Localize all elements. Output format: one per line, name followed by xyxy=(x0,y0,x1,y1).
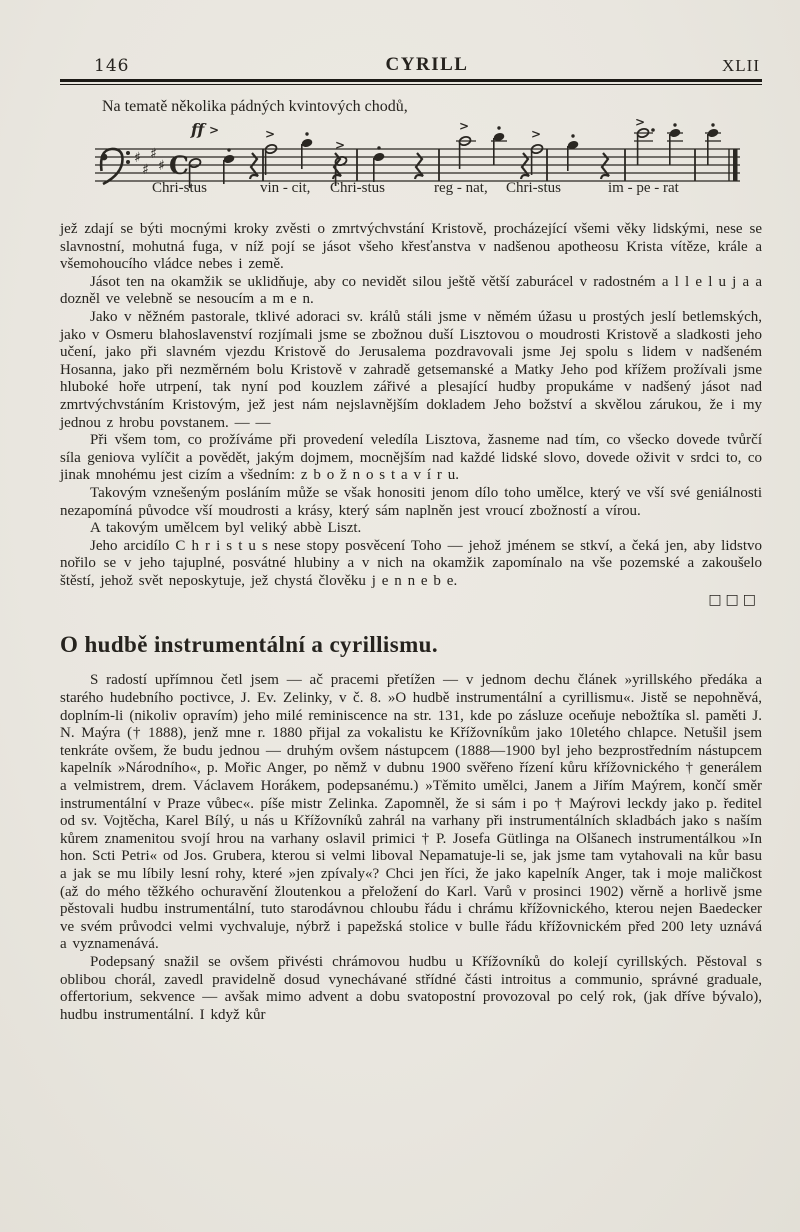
measure-6-notes xyxy=(634,119,721,181)
header-rule xyxy=(60,79,762,85)
paragraph: Jásot ten na okamžik se uklidňuje, aby co nevidět silou ještě větší zaburácel v radostném a l l e l u j a a dozněl ve velebně se nesoucím a m e n. xyxy=(60,273,762,308)
lyric-syllable: vin - cit, xyxy=(260,180,311,196)
running-header xyxy=(60,54,762,76)
dynamic-marking: ff xyxy=(191,120,205,139)
lyric-syllable: Chri-stus xyxy=(152,180,208,196)
page-number: 146 xyxy=(94,56,130,76)
paragraph: Jako v něžném pastorale, tklivé adoraci sv. králů stáli jsme v němém úžasu u prostých jeslí betlemských, jako v Osmeru blahoslavenství rozjímali jsme se zbožnou duší Lisztovou o moudrosti Kristově a sladkosti jeho učení, jako při slavném vjezdu Kristově do Jerusalema pozdravovali jsme Jej spolu s lidem v nadšeném Hosanna, jako při nezměrném bolu Kristově v zahradě getsemanské a Matky Jeho pod křížem prožívali jsme hluboké hoře utrpení, tak nyní pod kouzlem zářivé a plesající hudby propukáme v nadšený jásot nad zmrtvýchvstáním Kristovým, jež jest nám nejslavnějším dokladem Jeho božství a skvělou zárukou, že i my jednou z hrobu povstanem. — — xyxy=(60,308,762,431)
paragraph: S radostí upřímnou četl jsem — ač pracemi přetížen — v jednom dechu článek »yrillského předáka a starého hudebního poctivce, J. Ev. Zelinky, v č. 8. »O hudbě instrumentální a cyrillismu«. Jistě se nepohněvá, doplním-li (nikoliv opravím) jeho milé reminiscence na str. 131, kde po zásluze oceňuje nebožtíka sl. paměti J. N. Maýra († 1888), jenž mne r. 1880 přijal za vokalistu ke Křížovníkům jako 10letého chlapce. Netušil jsem tenkráte ovšem, že budu jednou — druhým ovšem nástupcem (1888—1900 byl jeho bezprostředním nástupcem kapelník »Národního«, p. Mořic Anger, po němž v dubnu 1900 svěřeno řízení kůru křížovnického † generálem a velmistrem, drem. Václavem Horákem, podepsanému.) »Těmito umělci, Janem a Jiřím Maýrem, končí směr instrumentální v Praze vůbec«. píše mistr Zelinka. Zapomněl, že si sám i po † Maýrovi leckdy jako p. ředitel od sv. Vojtěcha, Karel Bílý, u nás u Křížovníků zahrál na varhany při instrumentálních skladbách jako s naším kůrem znamenitou svojí hrou na varhany oslavil primici † P. Josefa Gütlinga na Olšanech instrumentálkou »In hon. Scti Petri« od Jos. Grubera, kterou si velmi liboval Nepamatuje-li se, jak jsme tam vytahovali na kůr basu a jak se mu líbily lesní rohy, které »jen zpívaly«? Chci jen říci, že jako kapelník Anger, tak i moje maličkost (až do mého těžkého ochuravění žloutenkou a přeložení do Karl. Varů v prosinci 1902) věrně a horlivě jsme pěstovali hudbu instrumentální, tuto starodávnou chloubu řádu i chrámu křížovnického, kterou nejen Baedecker ve svém průvodci velmi vychvaluje, nýbrž i papežská stolice v bulle řádu křížovnickém před 200 lety uznává a vyznamenává. xyxy=(60,672,762,953)
page-content xyxy=(60,54,762,1024)
journal-title: CYRILL xyxy=(385,54,469,75)
lyric-syllable: Chri-stus xyxy=(330,180,386,196)
bass-clef-icon xyxy=(101,149,130,184)
music-caption: Na tematě několika pádných kvintových chodů, xyxy=(102,98,408,115)
article-end-marks: □□□ xyxy=(708,592,760,609)
lyric-syllable: reg - nat, xyxy=(434,180,488,196)
svg-text:♯: ♯ xyxy=(158,158,165,174)
svg-text:>: > xyxy=(265,127,276,141)
paragraph: Takovým vznešeným posláním může se však honositi jenom dílo toho umělce, který ve vší své geniálnosti nezapomíná původce vší moudrosti a krásy, který sám naplněn jest vroucí zbožností a vírou. xyxy=(60,484,762,519)
lyric-syllable: Chri-stus xyxy=(506,180,562,196)
section-heading: O hudbě instrumentální a cyrillismu. xyxy=(60,632,438,658)
paragraph: jež zdají se býti mocnými kroky zvěsti o zmrtvýchvstání Kristově, procházející všemi věky lidskými, nese se slavnostní, mohutná fuga, v níž pojí se jásot všeho křesťanstva v nadšenou apotheosu Krista vítěze, krále a všemohoucího vládce nebes i země. xyxy=(60,221,762,273)
music-example-figure xyxy=(95,119,762,209)
svg-text:♯: ♯ xyxy=(150,146,157,162)
article-1-body xyxy=(60,221,762,590)
paragraph: A takovým umělcem byl veliký abbè Liszt. xyxy=(90,520,362,537)
lyric-syllable: im - pe - rat xyxy=(608,180,679,196)
time-signature: C xyxy=(169,151,189,180)
paragraph: Jeho arcidílo C h r i s t u s nese stopy posvěcení Toho — jehož jménem se stkví, a čeká jen, aby lidstvo nořilo se v jeho tajuplné, posvátné hlubiny a v nich na okamžik zapomínalo na vše pozemské a zakoušelo štěstí, jehož svět neposkytuje, jež chystá člověku j e n n e b e. xyxy=(60,537,762,589)
svg-text:>: > xyxy=(635,119,646,129)
svg-text:♯: ♯ xyxy=(134,150,141,166)
svg-text:>: > xyxy=(531,127,542,141)
measure-3-notes xyxy=(334,138,439,186)
paragraph: Podepsaný snažil se ovšem přivésti chrámovou hudbu u Křížovníků do kolejí cyrillských. Pěstoval s oblibou chorál, zavedl pravidelně dosud vynechávané střídné části introitus a communio, správné graduale, offertorium, sekvence — avšak mimo advent a dobu svatopostní provozoval po celý rok, (jak dříve bývalo), hudbu instrumentální. I když kůr xyxy=(60,953,762,1023)
svg-text:>: > xyxy=(459,119,470,133)
svg-text:♯: ♯ xyxy=(142,162,149,178)
article-2-body xyxy=(60,672,762,1024)
svg-text:>: > xyxy=(335,138,346,152)
volume-number: XLII xyxy=(722,56,760,75)
paragraph: Při všem tom, co prožíváme při provedení veledíla Lisztova, žasneme nad tím, co všecko dovede tvůrčí síla geniova vylíčit a povědět, jakým dojmem, mocnějším nad každé lidské slovo, dovede oživit v srdci to, co jinak mnohému jest cizím a všedním: z b o ž n o s t a v í r u. xyxy=(60,432,762,484)
accent-mark: > xyxy=(209,123,220,137)
